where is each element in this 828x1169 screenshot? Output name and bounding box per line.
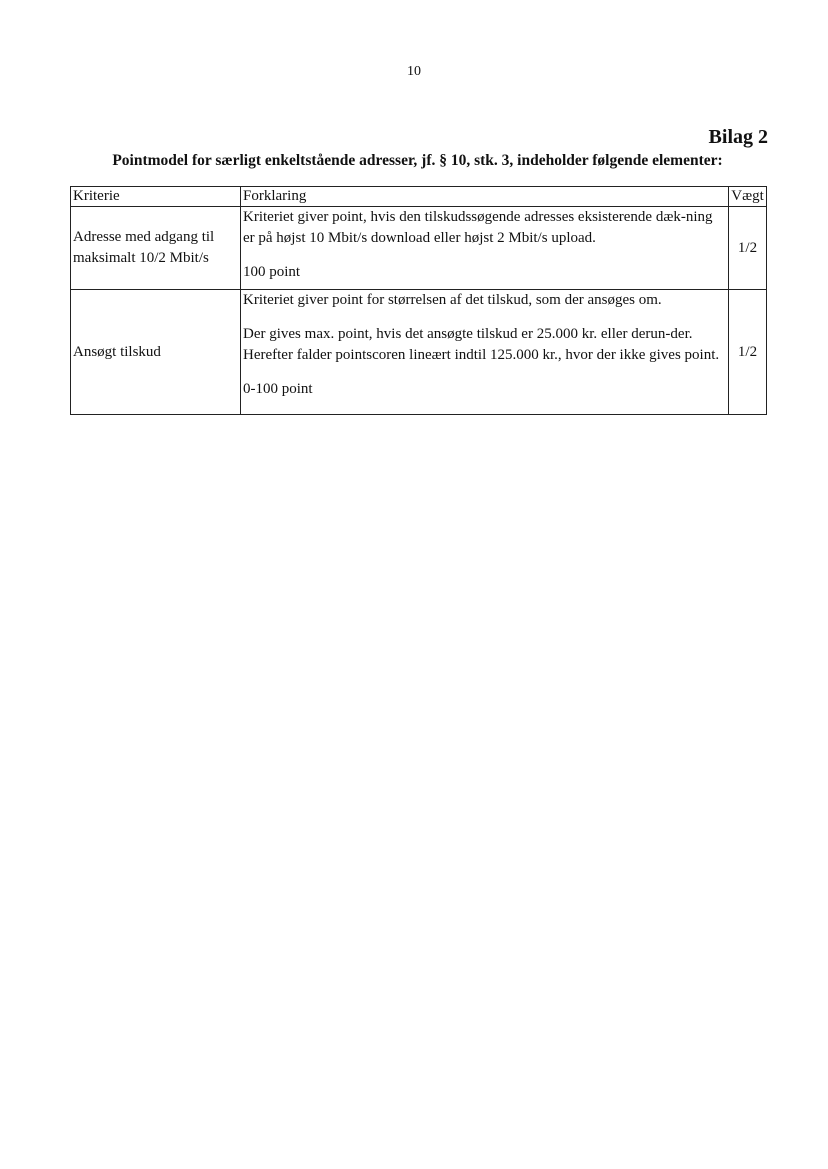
document-heading: Pointmodel for særligt enkeltstående adresser, jf. § 10, stk. 3, indeholder følgende elementer: (112, 152, 723, 169)
annex-title: Bilag 2 (708, 126, 768, 148)
explanation-cell (241, 207, 729, 290)
explanation-text: Kriteriet giver point, hvis den tilskudssøgende adresses eksisterende dæk-ning er på højst 10 Mbit/s download eller højst 2 Mbit/s upload. (243, 209, 713, 246)
table-header-row (71, 187, 767, 207)
header-explanation: Forklaring (241, 187, 729, 207)
points-text: 0-100 point (243, 381, 313, 397)
weight-cell: 1/2 (729, 290, 767, 415)
points-text: 100 point (243, 264, 301, 280)
criteria-table (70, 186, 767, 415)
explanation-text: Der gives max. point, hvis det ansøgte tilskud er 25.000 kr. eller derun-der. Herefter falder pointscoren lineært indtil 125.000 kr., hvor der ikke gives point. (243, 326, 720, 363)
header-criterion: Kriterie (71, 187, 241, 207)
explanation-cell (241, 290, 729, 415)
header-weight: Vægt (729, 187, 767, 207)
page-number: 10 (407, 64, 421, 79)
criterion-cell: Ansøgt tilskud (71, 290, 241, 415)
weight-cell: 1/2 (729, 207, 767, 290)
criterion-cell: Adresse med adgang til maksimalt 10/2 Mbit/s (71, 207, 241, 290)
explanation-text: Kriteriet giver point for størrelsen af det tilskud, som der ansøges om. (243, 292, 662, 308)
table-row (71, 290, 767, 415)
table-row (71, 207, 767, 290)
